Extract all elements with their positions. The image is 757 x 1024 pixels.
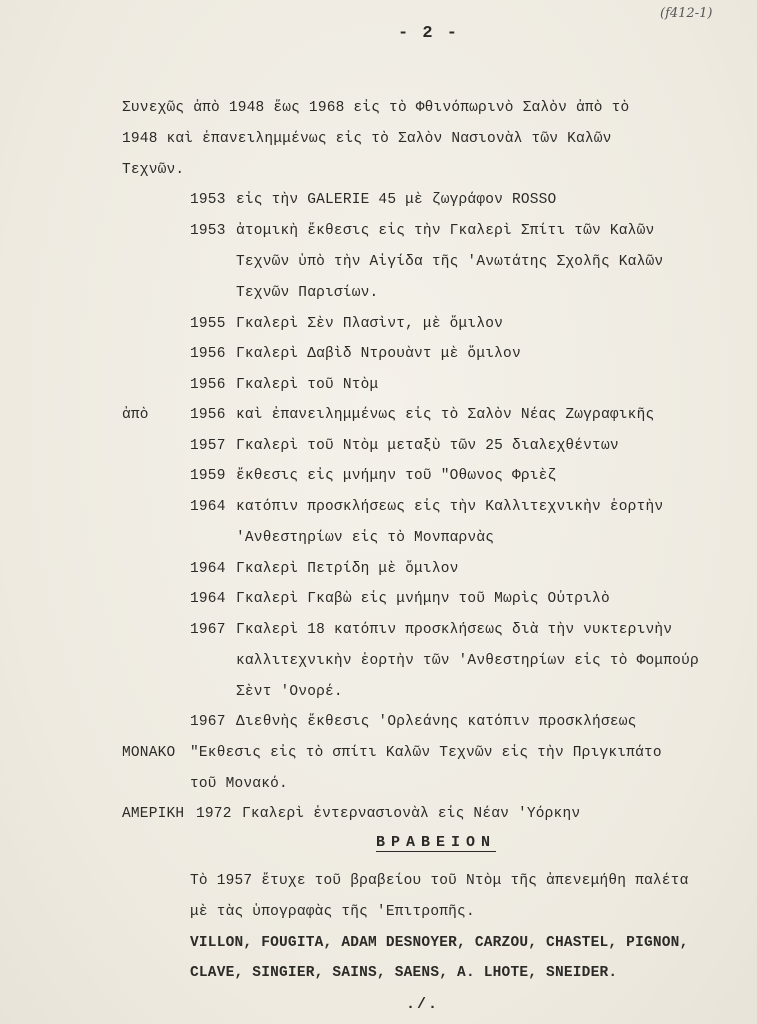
entry-year: 1959 bbox=[190, 468, 226, 484]
entry-prefix: ἀπὸ bbox=[122, 407, 149, 423]
entry-year: 1955 bbox=[190, 316, 226, 332]
intro-line: Τεχνῶν. bbox=[122, 162, 185, 178]
entry-year: 1956 bbox=[190, 346, 226, 362]
entry-text: ἀτομικὴ ἔκθεσις εἰς τὴν Γκαλερὶ Σπίτι τῶν Καλῶν bbox=[236, 223, 655, 239]
entry-year: 1953 bbox=[190, 192, 226, 208]
intro-line: 1948 καὶ ἐπανειλημμένως εἰς τὸ Σαλὸν Νασιονὰλ τῶν Καλῶν bbox=[122, 131, 612, 147]
awards-text: μὲ τὰς ὑπογραφὰς τῆς 'Επιτροπῆς. bbox=[190, 904, 475, 920]
entry-continuation: Σὲντ 'Ονορέ. bbox=[236, 684, 343, 700]
entry-year: 1967 bbox=[190, 714, 226, 730]
exhibition-entry bbox=[190, 621, 672, 639]
exhibition-entry bbox=[190, 376, 378, 394]
entry-year: 1964 bbox=[190, 591, 226, 607]
entry-text: Γκαλερὶ ἐντερνασιονὰλ εἰς Νέαν 'Υόρκην bbox=[242, 806, 581, 822]
exhibition-entry bbox=[190, 467, 556, 485]
entry-continuation: τοῦ Μονακό. bbox=[190, 776, 288, 792]
entry-text: Γκαλερὶ 18 κατόπιν προσκλήσεως διὰ τὴν νυκτερινὴν bbox=[236, 622, 673, 638]
exhibition-entry bbox=[190, 315, 503, 333]
entry-year: 1964 bbox=[190, 499, 226, 515]
entry-year: 1967 bbox=[190, 622, 226, 638]
entry-continuation: Τεχνῶν ὑπὸ τὴν Αἰγίδα τῆς 'Ανωτάτης Σχολῆς Καλῶν bbox=[236, 254, 664, 270]
continuation-mark: ./. bbox=[406, 996, 440, 1013]
exhibition-entry bbox=[190, 560, 459, 578]
entry-year: 1953 bbox=[190, 223, 226, 239]
exhibition-entry bbox=[190, 191, 556, 209]
exhibition-entry bbox=[190, 590, 610, 608]
entry-text: Γκαλερὶ τοῦ Ντὸμ bbox=[236, 377, 379, 393]
entry-text: Γκαλερὶ Δαβὶδ Ντρουὰντ μὲ ὅμιλον bbox=[236, 346, 521, 362]
entry-continuation: Τεχνῶν Παρισίων. bbox=[236, 285, 379, 301]
jury-names: VILLON, FOUGITA, ADAM DESNOYER, CARZOU, CHASTEL, PIGNON, bbox=[190, 935, 689, 951]
entry-text: Διεθνὴς ἔκθεσις 'Ορλεάνης κατόπιν προσκλήσεως bbox=[236, 714, 637, 730]
entry-text: κατόπιν προσκλήσεως εἰς τὴν Καλλιτεχνικὴν ἑορτὴν bbox=[236, 499, 664, 515]
entry-text: Γκαλερὶ Γκαβὼ εἰς μνήμην τοῦ Μωρὶς Οὐτριλὸ bbox=[236, 591, 610, 607]
entry-text: Γκαλερὶ τοῦ Ντὸμ μεταξὺ τῶν 25 διαλεχθέντων bbox=[236, 438, 619, 454]
awards-heading: ΒΡΑΒΕΙΟΝ bbox=[376, 834, 497, 851]
entry-text: ἔκθεσις εἰς μνήμην τοῦ "Οθωνος Φριὲζ bbox=[236, 468, 557, 484]
entry-year: 1956 bbox=[190, 407, 226, 423]
exhibition-entry bbox=[196, 805, 580, 823]
exhibition-entry bbox=[190, 498, 663, 516]
entry-year: 1957 bbox=[190, 438, 226, 454]
entry-year: 1972 bbox=[196, 806, 232, 822]
entry-text: "Εκθεσις εἰς τὸ σπίτι Καλῶν Τεχνῶν εἰς τὴν Πριγκιπάτο bbox=[190, 745, 662, 761]
entry-text: καὶ ἐπανειλημμένως εἰς τὸ Σαλὸν Νέας Ζωγραφικῆς bbox=[236, 407, 655, 423]
entry-continuation: καλλιτεχνικὴν ἑορτὴν τῶν 'Ανθεστηρίων εἰς τὸ Φομπούρ bbox=[236, 653, 699, 669]
reference-note: (f412-1) bbox=[660, 6, 713, 21]
page-number: - 2 - bbox=[398, 24, 460, 43]
entry-text: Γκαλερὶ Σὲν Πλασὶντ, μὲ ὅμιλον bbox=[236, 316, 504, 332]
entry-text: εἰς τὴν GALERIE 45 μὲ ζωγράφον ROSSO bbox=[236, 192, 557, 208]
intro-line: Συνεχῶς ἀπὸ 1948 ἕως 1968 εἰς τὸ Φθινόπωρινὸ Σαλὸν ἀπὸ τὸ bbox=[122, 100, 630, 116]
entry-prefix: ΜΟΝΑΚΟ bbox=[122, 745, 176, 761]
jury-names: CLAVE, SINGIER, SAINS, SAENS, A. LHOTE, SNEIDER. bbox=[190, 965, 618, 981]
awards-text: Τὸ 1957 ἔτυχε τοῦ βραβείου τοῦ Ντὸμ τῆς ἀπενεμήθη παλέτα bbox=[190, 873, 689, 889]
exhibition-entry bbox=[190, 222, 654, 240]
entry-text: Γκαλερὶ Πετρίδη μὲ ὅμιλον bbox=[236, 561, 459, 577]
exhibition-entry bbox=[190, 406, 654, 424]
entry-prefix: ΑΜΕΡΙΚΗ bbox=[122, 806, 185, 822]
entry-continuation: 'Ανθεστηρίων εἰς τὸ Μονπαρνὰς bbox=[236, 530, 495, 546]
exhibition-entry bbox=[190, 713, 637, 731]
exhibition-entry bbox=[190, 437, 619, 455]
entry-year: 1956 bbox=[190, 377, 226, 393]
exhibition-entry bbox=[190, 345, 521, 363]
entry-year: 1964 bbox=[190, 561, 226, 577]
